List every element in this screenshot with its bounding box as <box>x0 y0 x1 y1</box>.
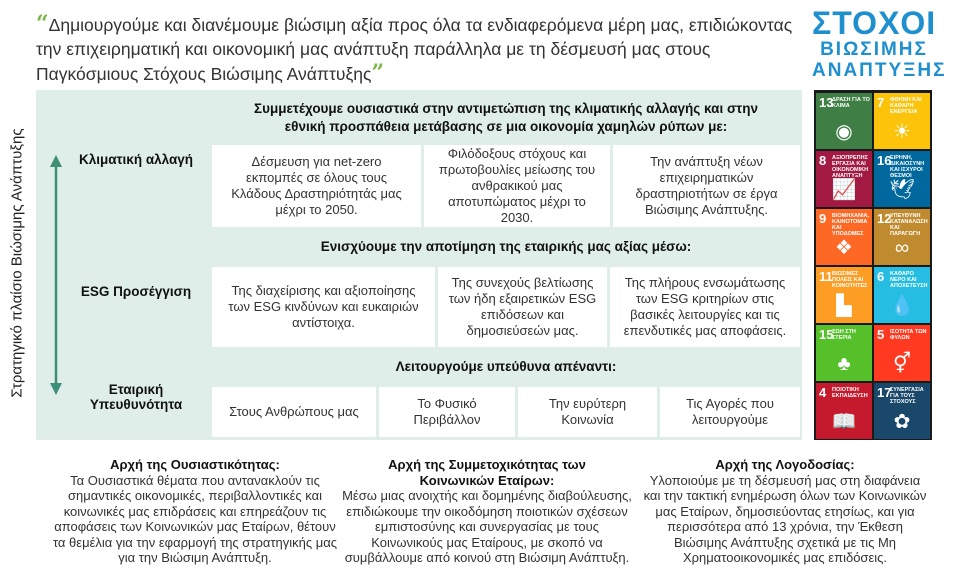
sdg-number: 7 <box>877 95 885 110</box>
cubes-icon: ❖ <box>835 237 853 259</box>
sdg-number: 6 <box>877 269 885 284</box>
vertical-label-text: Στρατηγικό πλαίσιο Βιώσιμης Ανάπτυξης <box>8 128 26 398</box>
sdg-tile-13 <box>816 93 872 149</box>
sdg-title: ΦΘΗΝΗ ΚΑΙ ΚΑΘΑΡΗ ΕΝΕΡΓΕΙΑ <box>890 97 922 115</box>
sdg-number: 4 <box>819 385 827 400</box>
close-quote-icon: ” <box>371 60 385 86</box>
sdg-tile-4 <box>816 383 872 439</box>
sdg-title: ΒΙΩΣΙΜΕΣ ΠΟΛΕΙΣ ΚΑΙ ΚΟΙΝΟΤΗΤΕΣ <box>832 271 868 289</box>
responsibility-cell-3: Την ευρύτερη Κοινωνία <box>518 387 657 437</box>
esg-cell-2: Της συνεχούς βελτίωσης των ήδη εξαιρετικών ESG επιδόσεων και δημοσιεύσεών μας. <box>438 267 607 347</box>
vertical-label <box>0 90 34 436</box>
flower-rings-icon: ✿ <box>893 411 911 433</box>
principle-inclusivity <box>342 457 632 566</box>
sdg-number: 12 <box>877 211 892 226</box>
sdg-tile-6 <box>874 267 930 323</box>
sdg-number: 15 <box>819 327 834 342</box>
water-drop-icon: 💧 <box>889 295 915 317</box>
sdg-title: ΠΟΙΟΤΙΚΗ ΕΚΠΑΙΔΕΥΣΗ <box>832 387 868 399</box>
sdg-tile-15 <box>816 325 872 381</box>
climate-cell-3: Την ανάπτυξη νέων επιχειρηματικών δραστηριοτήτων σε έργα Βιώσιμης Ανάπτυξης. <box>613 145 800 227</box>
growth-chart-icon: 📈 <box>831 179 857 201</box>
row-header-esg: Ενισχύουμε την αποτίμηση της εταιρικής μας αξίας μέσω: <box>212 230 800 264</box>
sdg-tile-17 <box>874 383 930 439</box>
eye-earth-icon: ◉ <box>835 121 853 143</box>
sdg-title: ΖΩΗ ΣΤΗ ΣΤΕΡΙΑ <box>832 329 856 341</box>
climate-cell-2: Φιλόδοξους στόχους και πρωτοβουλίες μείωσης του ανθρακικού μας αποτυπώματος μέχρι το 2030. <box>424 145 610 227</box>
principle-accountability <box>640 457 930 566</box>
logo-line-1: ΣΤΟΧΟΙ <box>812 5 937 41</box>
principle-materiality <box>50 457 340 566</box>
sdg-title: ΕΙΡΗΝΗ, ΔΙΚΑΙΟΣΥΝΗ ΚΑΙ ΙΣΧΥΡΟΙ ΘΕΣΜΟΙ <box>890 155 925 179</box>
gender-icon: ⚥ <box>892 353 912 375</box>
sdg-number: 16 <box>877 153 892 168</box>
sdg-title: ΑΞΙΟΠΡΕΠΗΣ ΕΡΓΑΣΙΑ ΚΑΙ ΟΙΚΟΝΟΜΙΚΗ ΑΝΑΠΤΥΞΗ <box>832 155 869 179</box>
infinity-icon: ∞ <box>894 237 910 259</box>
tree-icon: ♣ <box>837 353 851 375</box>
row-label-esg: ESG Προσέγγιση <box>80 284 192 299</box>
principle-text: Μέσω μιας ανοιχτής και δομημένης διαβούλευσης, επιδιώκουμε την οικοδόμηση ποιοτικών σχέσεων εμπιστοσύνης και συνεργασίας με τους Κοινωνικούς μας Εταίρους, με σκοπό να συμβάλλουμε από κοινού στη Βιώσιμη Ανάπτυξη. <box>342 488 632 565</box>
book-icon: 📖 <box>831 411 857 433</box>
responsibility-cell-4: Τις Αγορές που λειτουργούμε <box>660 387 800 437</box>
sdg-title: ΣΥΝΕΡΓΑΣΙΑ ΓΙΑ ΤΟΥΣ ΣΤΟΧΟΥΣ <box>890 387 924 405</box>
responsibility-cell-1: Στους Ανθρώπους μας <box>212 387 376 437</box>
sdg-title: ΔΡΑΣΗ ΓΙΑ ΤΟ ΚΛΙΜΑ <box>832 97 870 109</box>
row-header-climate: Συμμετέχουμε ουσιαστικά στην αντιμετώπιση της κλιματικής αλλαγής και στην εθνική προσπάθεια μετάβασης σε μια οικονομία χαμηλών ρύπων με: <box>212 94 800 142</box>
sdg-number: 17 <box>877 385 892 400</box>
sdg-tile-7 <box>874 93 930 149</box>
sdg-number: 13 <box>819 95 834 110</box>
responsibility-cell-2: Το Φυσικό Περιβάλλον <box>379 387 515 437</box>
row-header-responsibility: Λειτουργούμε υπεύθυνα απέναντι: <box>212 350 800 384</box>
logo-line-2: ΒΙΩΣΙΜΗΣ <box>820 39 928 60</box>
sdg-number: 5 <box>877 327 885 342</box>
sdg-title: ΙΣΟΤΗΤΑ ΤΩΝ ΦΥΛΩΝ <box>890 329 927 341</box>
sdg-tile-12 <box>874 209 930 265</box>
dove-icon: 🕊 <box>889 179 915 201</box>
principle-text: Τα Ουσιαστικά θέματα που αντανακλούν τις σημαντικές οικονομικές, περιβαλλοντικές και κοινωνικές μας επιδράσεις και επηρεάζουν τις αποφάσεις των Κοινωνικών μας Εταίρων, θέτουν τα θεμέλια για την εφαρμογή της στρατηγικής μας για την Βιώσιμη Ανάπτυξη. <box>52 472 338 565</box>
sdg-tile-16 <box>874 151 930 207</box>
sdg-number: 8 <box>819 153 827 168</box>
logo-line-3: ΑΝΑΠΤΥΞΗΣ <box>812 60 947 81</box>
open-quote-icon: “ <box>36 11 49 37</box>
esg-cell-1: Της διαχείρισης και αξιοποίησης των ESG κινδύνων και ευκαιριών αντίστοιχα. <box>212 267 435 347</box>
row-label-climate: Κλιματική αλλαγή <box>78 152 194 167</box>
principle-title: Αρχή της Λογοδοσίας: <box>715 457 855 472</box>
row-label-responsibility: Εταιρική Υπευθυνότητα <box>89 382 183 412</box>
sdg-title: ΒΙΟΜΗΧΑΝΙΑ, ΚΑΙΝΟΤΟΜΙΑ ΚΑΙ ΥΠΟΔΟΜΕΣ <box>832 213 869 237</box>
buildings-icon: ▙ <box>836 295 852 317</box>
climate-cell-1: Δέσμευση για net-zero εκπομπές σε όλους τους Κλάδους Δραστηριότητάς μας μέχρι το 2050. <box>212 145 421 227</box>
principle-title: Αρχή της Ουσιαστικότητας: <box>110 457 280 472</box>
esg-cell-3: Της πλήρους ενσωμάτωσης των ESG κριτηρίων στις βασικές λειτουργίες και τις επενδυτικές μας αποφάσεις. <box>610 267 800 347</box>
double-arrow-icon <box>50 155 62 395</box>
sdg-tile-5 <box>874 325 930 381</box>
intro-quote <box>36 12 796 86</box>
intro-quote-text: Δημιουργούμε και διανέμουμε βιώσιμη αξία προς όλα τα ενδιαφερόμενα μέρη μας, επιδιώκοντας την επιχειρηματική και οικονομική μας ανάπτυξη παράλληλα με τη δέσμευσή μας στους Παγκόσμιους Στόχους Βιώσιμης Ανάπτυξης <box>36 15 793 84</box>
sdg-logo <box>812 5 947 81</box>
sdg-tile-9 <box>816 209 872 265</box>
sdg-number: 9 <box>819 211 827 226</box>
sun-icon: ☀ <box>893 121 911 143</box>
principle-title: Αρχή της Συμμετοχικότητας των Κοινωνικών Εταίρων: <box>388 457 586 488</box>
sdg-title: ΚΑΘΑΡΟ ΝΕΡΟ ΚΑΙ ΑΠΟΧΕΤΕΥΣΗ <box>890 271 928 289</box>
sdg-tile-8 <box>816 151 872 207</box>
principle-text: Υλοποιούμε με τη δέσμευσή μας στη διαφάνεια και την τακτική ενημέρωση όλων των Κοινωνικών μας Εταίρων, δημοσιεύοντας ετησίως, και για περισσότερα από 13 χρόνια, την Έκθεση Βιώσιμης Ανάπτυξης σχετικά με τις Μη Χρηματοοικονομικές μας επιδόσεις. <box>643 472 927 565</box>
sdg-tile-11 <box>816 267 872 323</box>
sdg-number: 11 <box>819 269 833 284</box>
sdg-title: ΥΠΕΥΘΥΝΗ ΚΑΤΑΝΑΛΩΣΗ ΚΑΙ ΠΑΡΑΓΩΓΗ <box>890 213 928 237</box>
